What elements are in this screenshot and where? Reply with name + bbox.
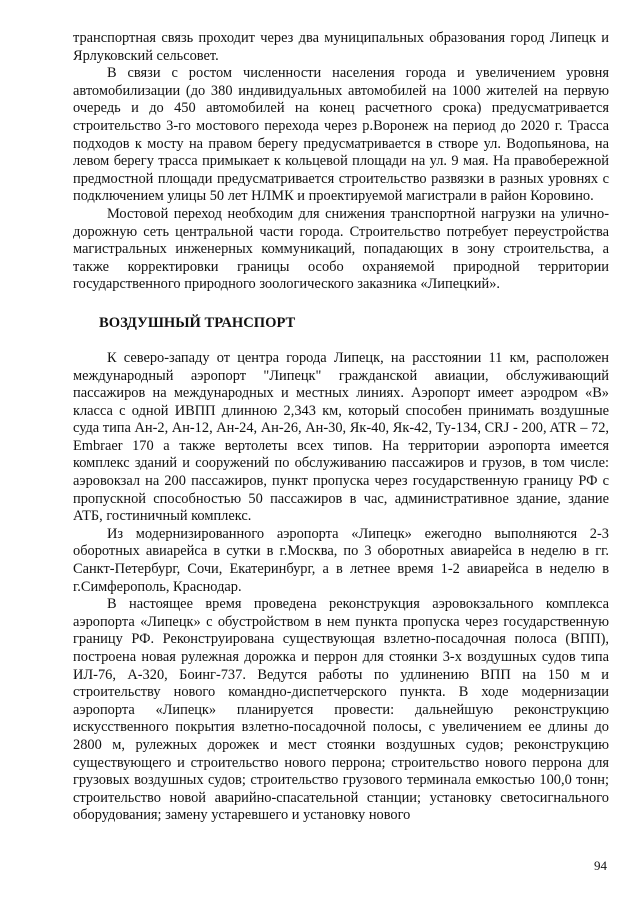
paragraph-2: В связи с ростом численности населения города и увеличением уровня автомобилизации (до 380 индивидуальных автомобилей на 1000 жителей на первую очередь и до 450 автомобилей на конец расчетного срока) предусматривается строительство 3-го мостового перехода через р.Воронеж на период до 2020 г. Трасса подходов к мосту на правом берегу предусматривается в створе ул. Водопьянова, на левом берегу трасса примыкает к кольцевой площади на ул. 9 мая. На правобережной предмостной площади предусматривается строительство развязки в разных уровнях с подключением улицы 50 лет НЛМК и проектируемой магистрали в район Коровино. xyxy=(73,65,609,205)
paragraph-6: В настоящее время проведена реконструкция аэровокзального комплекса аэропорта «Липецк» с обустройством в нем пункта пропуска через государственную границу РФ. Реконструирована существующая взлетно-посадочная полоса (ВПП), построена новая рулежная дорожка и перрон для стоянки 3-х воздушных судов типа ИЛ-76, А-320, Боинг-737. Ведутся работы по удлинению ВПП на 150 м и строительству нового командно-диспетчерского пункта. В ходе модернизации аэропорта «Липецк» планируется провести: дальнейшую реконструкцию искусственного покрытия взлетно-посадочной полосы, с увеличением ее длины до 2800 м, рулежных дорожек и мест стоянки воздушных судов; реконструкцию существующего и строительство нового перрона; строительство нового перрона для грузовых воздушных судов; строительство грузового терминала емкостью 100,0 тонн; строительство новой аварийно-спасательной станции; установку светосигнального оборудования; замену устаревшего и установку нового xyxy=(73,596,609,824)
page-number: 94 xyxy=(594,858,607,873)
paragraph-4: К северо-западу от центра города Липецк, на расстоянии 11 км, расположен международный аэропорт "Липецк" гражданской авиации, обслуживающий пассажиров на международных и местных линиях. Аэропорт имеет аэродром «В» класса с одной ИВПП длинною 2,343 км, который способен принимать воздушные суда типа Ан-2, Ан-12, Ан-24, Ан-26, Ан-30, Як-40, Як-42, Ту-134, CRJ - 200, ATR – 72, Embraer 170 а также вертолеты всех типов. На территории аэропорта имеется комплекс зданий и сооружений по обслуживанию пассажиров и грузов, в том числе: аэровокзал на 200 пассажиров, пункт пропуска через государственную границу РФ с пропускной способностью 50 пассажиров в час, административное здание, здание АТБ, гостиничный комплекс. xyxy=(73,349,609,525)
paragraph-5: Из модернизированного аэропорта «Липецк» ежегодно выполняются 2-3 оборотных авиарейса в сутки в г.Москва, по 3 оборотных авиарейса в неделю в гг. Санкт-Петербург, Сочи, Екатеринбург, а в летнее время 1-2 авиарейса в неделю в г.Симферополь, Краснодар. xyxy=(73,525,609,595)
paragraph-3: Мостовой переход необходим для снижения транспортной нагрузки на улично-дорожную сеть центральной части города. Строительство потребует переустройства магистральных инженерных коммуникаций, попадающих в зону строительства, а также корректировки границы особо охраняемой природной территории государственного природного зоологического заказника «Липецкий». xyxy=(73,205,609,293)
document-page xyxy=(73,30,609,825)
paragraph-1: транспортная связь проходит через два муниципальных образования город Липецк и Ярлуковский сельсовет. xyxy=(73,30,609,64)
section-heading: ВОЗДУШНЫЙ ТРАНСПОРТ xyxy=(99,314,296,331)
